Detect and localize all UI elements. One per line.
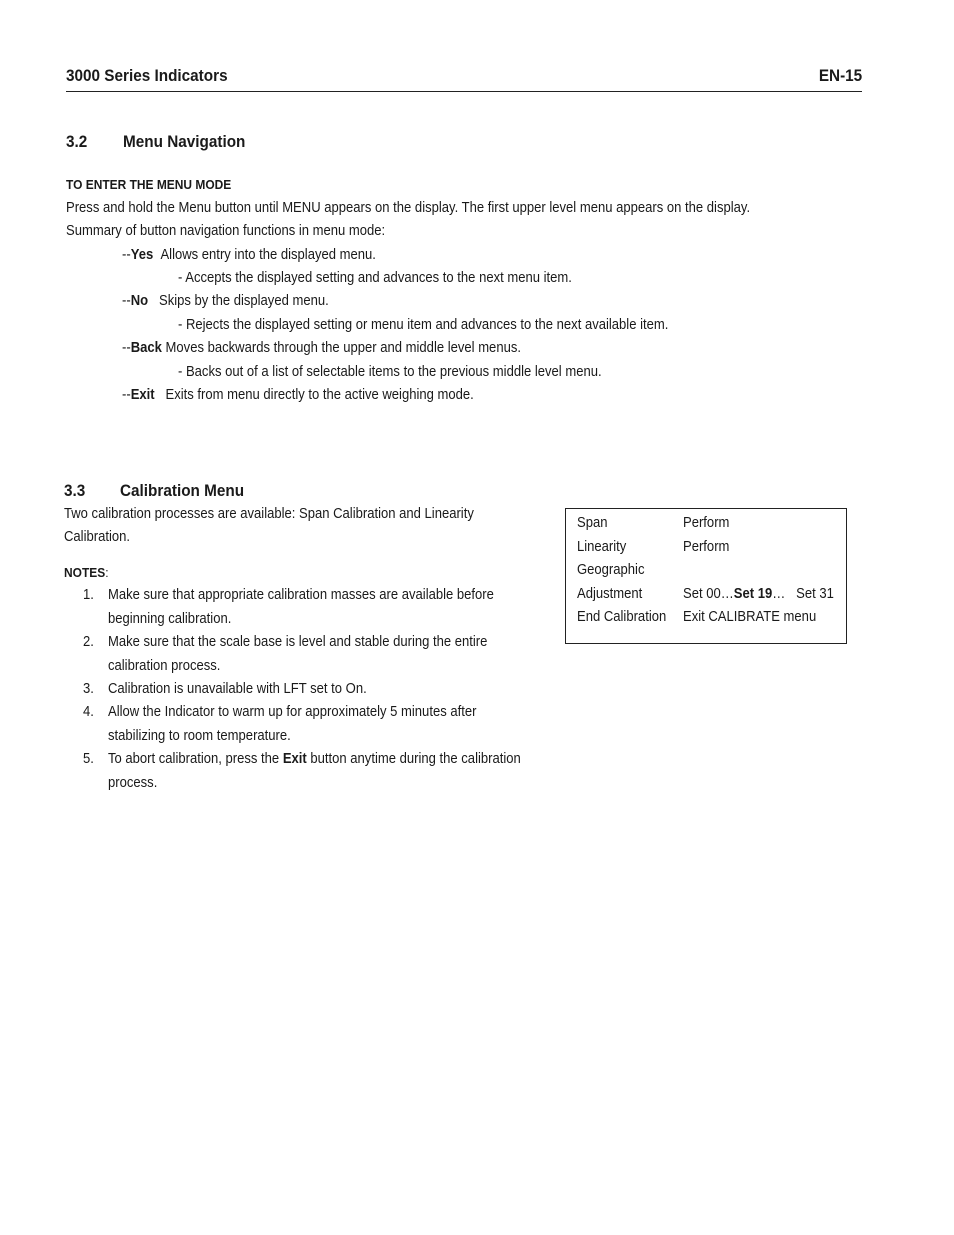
nav-sub-yes: - Accepts the displayed setting and advances to the next menu item. <box>178 270 572 286</box>
menu-row-value: Exit CALIBRATE menu <box>683 609 817 625</box>
note-5-text-pre: To abort calibration, press the <box>108 751 283 767</box>
set-ellipsis: … <box>772 586 786 602</box>
set-range-end: Set 31 <box>796 586 834 602</box>
menu-row-value: Perform <box>683 539 730 555</box>
nav-key-back: Back <box>130 340 162 356</box>
note-4-line1: Allow the Indicator to warm up for approximately 5 minutes after <box>108 704 477 720</box>
nav-sub-no: - Rejects the displayed setting or menu item and advances to the next available item. <box>178 317 669 333</box>
menu-intro: Press and hold the Menu button until MENU appears on the display. The first upper level menu appears on the display. <box>66 200 751 216</box>
nav-prefix: -- <box>122 340 131 356</box>
menu-row-value <box>683 586 834 602</box>
subheading-enter-menu: TO ENTER THE MENU MODE <box>66 177 232 192</box>
note-number: 4. <box>83 704 94 720</box>
note-5-line1 <box>108 751 521 767</box>
menu-row-name: Linearity <box>577 539 627 555</box>
note-number: 3. <box>83 681 94 697</box>
menu-summary: Summary of button navigation functions in menu mode: <box>66 223 386 239</box>
note-number: 5. <box>83 751 94 767</box>
nav-desc-exit: Exits from menu directly to the active weighing mode. <box>165 387 474 403</box>
nav-item-back <box>122 340 521 356</box>
note-5-text-post: button anytime during the calibration <box>306 751 521 767</box>
nav-item-no <box>122 293 329 309</box>
note-4-line2: stabilizing to room temperature. <box>108 728 291 744</box>
nav-desc-no: Skips by the displayed menu. <box>158 293 329 309</box>
header-rule <box>66 91 862 92</box>
note-2-line1: Make sure that the scale base is level and stable during the entire <box>108 634 488 650</box>
note-1-line2: beginning calibration. <box>108 611 232 627</box>
note-5-exit-keyword: Exit <box>282 751 307 767</box>
section-title-menu: Menu Navigation <box>123 132 246 151</box>
nav-prefix: -- <box>122 387 131 403</box>
note-3-line1: Calibration is unavailable with LFT set to On. <box>108 681 367 697</box>
section-title-calibration: Calibration Menu <box>120 481 245 500</box>
page-number: EN-15 <box>818 66 862 85</box>
menu-row-value: Perform <box>683 515 730 531</box>
notes-heading <box>64 565 109 580</box>
nav-desc-yes: Allows entry into the displayed menu. <box>160 247 376 263</box>
section-number-calibration: 3.3 <box>64 481 86 500</box>
menu-row-name: Adjustment <box>577 586 643 602</box>
note-number: 2. <box>83 634 94 650</box>
nav-sub-back: - Backs out of a list of selectable items to the previous middle level menu. <box>178 364 602 380</box>
notes-label: NOTES <box>64 565 106 580</box>
menu-row-name: Span <box>577 515 608 531</box>
calibration-intro-line2: Calibration. <box>64 529 131 545</box>
notes-colon: : <box>105 565 109 580</box>
menu-row-name: End Calibration <box>577 609 667 625</box>
document-title: 3000 Series Indicators <box>66 66 228 85</box>
nav-item-exit <box>122 387 474 403</box>
menu-row-name: Geographic <box>577 562 645 578</box>
nav-key-no: No <box>130 293 149 309</box>
note-number: 1. <box>83 587 94 603</box>
nav-desc-back: Moves backwards through the upper and middle level menus. <box>165 340 521 356</box>
section-number-menu: 3.2 <box>66 132 88 151</box>
nav-key-exit: Exit <box>130 387 155 403</box>
note-1-line1: Make sure that appropriate calibration masses are available before <box>108 587 494 603</box>
nav-prefix: -- <box>122 293 131 309</box>
nav-key-yes: Yes <box>130 247 154 263</box>
calibration-intro-line1: Two calibration processes are available: Span Calibration and Linearity <box>64 506 474 522</box>
calibration-menu-table <box>565 508 847 644</box>
note-5-line2: process. <box>108 775 158 791</box>
nav-item-yes <box>122 247 376 263</box>
note-2-line2: calibration process. <box>108 658 221 674</box>
set-range-start: Set 00… <box>683 586 734 602</box>
nav-prefix: -- <box>122 247 131 263</box>
set-current: Set 19 <box>733 586 773 602</box>
